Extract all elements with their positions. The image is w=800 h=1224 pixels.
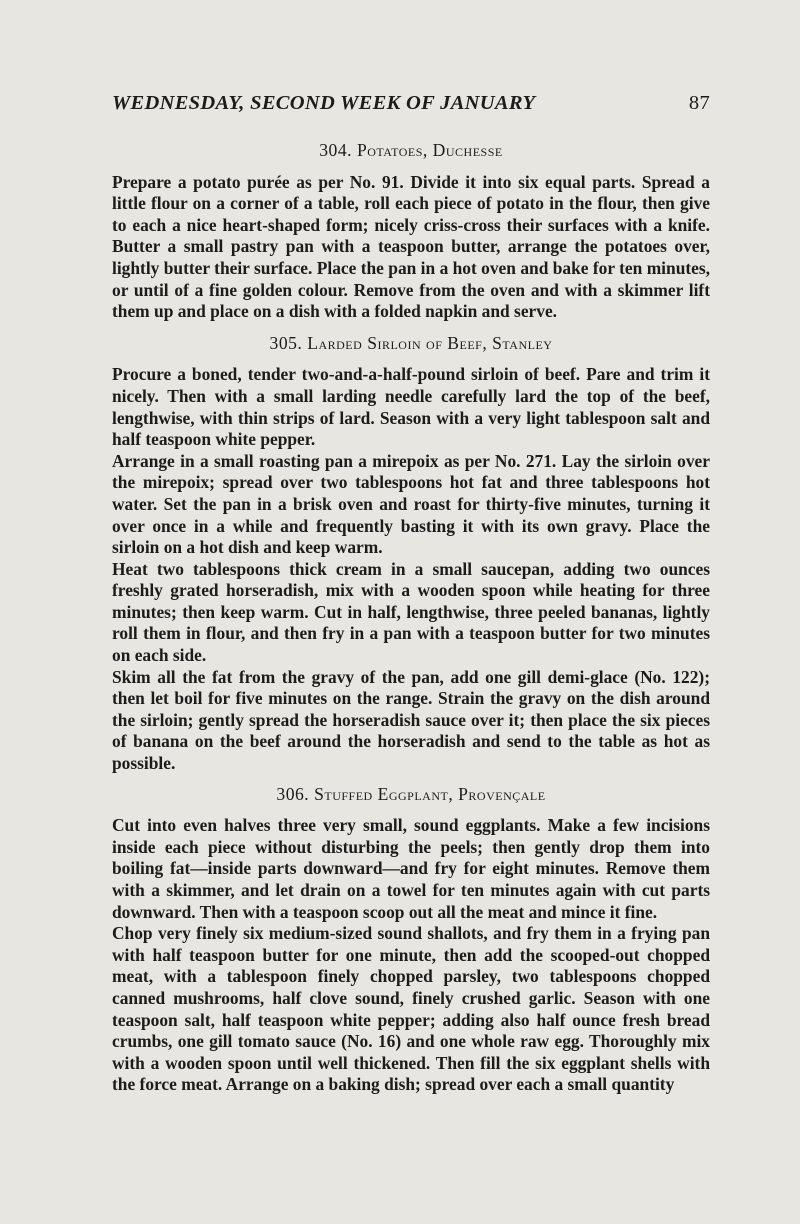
recipe-304 [112, 140, 710, 323]
page-number: 87 [688, 92, 710, 114]
recipe-heading: 306. Stuffed Eggplant, Provençale [276, 783, 546, 804]
recipe-305 [112, 333, 710, 775]
recipe-306 [112, 784, 710, 1096]
recipe-paragraph: Arrange in a small roasting pan a mirepoix as per No. 271. Lay the sirloin over the mirepoix; spread over two tablespoons hot fat and three tablespoons hot water. Set the pan in a brisk oven and roast for thirty-five minutes, turning it over once in a while and frequently basting it with its own gravy. Place the sirloin on a hot dish and keep warm. [112, 450, 710, 558]
header-title: WEDNESDAY, SECOND WEEK OF JANUARY [112, 92, 536, 114]
recipe-heading: 305. Larded Sirloin of Beef, Stanley [269, 332, 553, 353]
recipe-paragraph: Heat two tablespoons thick cream in a small saucepan, adding two ounces freshly grated horseradish, mix with a wooden spoon while heating for three minutes; then keep warm. Cut in half, lengthwise, three peeled bananas, lightly roll them in flour, and then fry in a pan with a teaspoon butter for two minutes on each side. [112, 558, 710, 666]
recipe-paragraph: Prepare a potato purée as per No. 91. Divide it into six equal parts. Spread a little flour on a corner of a table, roll each piece of potato in the flour, then give to each a nice heart-shaped form; nicely criss-cross their surfaces with a knife. Butter a small pastry pan with a teaspoon butter, arrange the potatoes over, lightly butter their surface. Place the pan in a hot oven and bake for ten minutes, or until of a fine golden colour. Remove from the oven and with a skimmer lift them up and place on a dish with a folded napkin and serve. [112, 171, 710, 322]
recipe-paragraph: Cut into even halves three very small, sound eggplants. Make a few incisions inside each piece without disturbing the peels; then gently drop them into boiling fat—inside parts downward—and fry for eight minutes. Remove them with a skimmer, and let drain on a towel for ten minutes again with cut parts downward. Then with a teaspoon scoop out all the meat and mince it fine. [112, 815, 710, 922]
recipe-paragraph: Procure a boned, tender two-and-a-half-pound sirloin of beef. Pare and trim it nicely. Then with a small larding needle carefully lard the top of the beef, lengthwise, with thin strips of lard. Season with a very light tablespoon salt and half teaspoon white pepper. [112, 364, 710, 450]
recipe-paragraph: Skim all the fat from the gravy of the pan, add one gill demi-glace (No. 122); then let boil for five minutes on the range. Strain the gravy on the dish around the sirloin; gently spread the horseradish sauce over it; then place the six pieces of banana on the beef around the horseradish and send to the table as hot as possible. [112, 666, 710, 774]
recipe-heading: 304. Potatoes, Duchesse [319, 140, 503, 160]
recipe-paragraph: Chop very finely six medium-sized sound shallots, and fry them in a frying pan with half teaspoon butter for one minute, then add the scooped-out chopped meat, with a tablespoon finely chopped parsley, two tablespoons chopped canned mushrooms, half clove sound, finely crushed garlic. Season with one teaspoon salt, half teaspoon white pepper; adding also half ounce fresh bread crumbs, one gill tomato sauce (No. 16) and one whole raw egg. Thoroughly mix with a wooden spoon until well thickened. Then fill the six eggplant shells with the force meat. Arrange on a baking dish; spread over each a small quantity [112, 923, 710, 1095]
running-header [112, 92, 710, 115]
page-body [112, 140, 710, 1096]
